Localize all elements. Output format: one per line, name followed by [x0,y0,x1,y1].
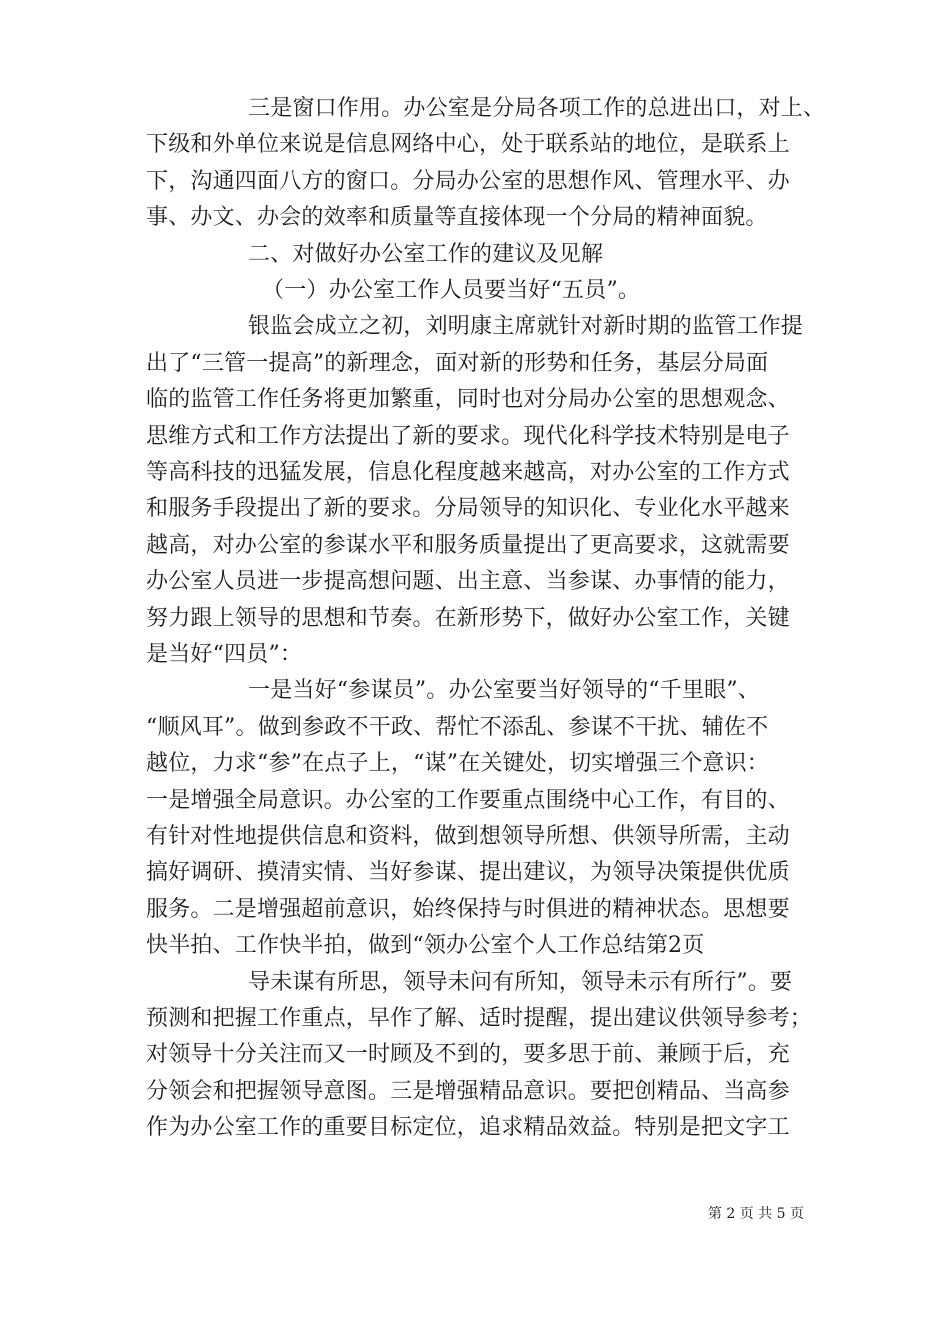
text-line: 分领会和把握领导意图。三是增强精品意识。要把创精品、当高参 [146,1078,790,1104]
text-line: 下级和外单位来说是信息网络中心，处于联系站的地位，是联系上 [146,132,790,158]
text-line: 等高科技的迅猛发展，信息化程度越来越高，对办公室的工作方式 [146,460,790,485]
text-line: “顺风耳”。做到参政不干政、帮忙不添乱、参谋不干扰、辅佐不 [146,714,769,740]
text-line: 预测和把握工作重点，早作了解、适时提醒，提出建议供领导参考； [146,1006,813,1031]
text-line: 一是增强全局意识。办公室的工作要重点围绕中心工作，有目的、 [146,787,790,813]
text-line: 是当好“四员”： [146,642,303,667]
text-line: 思维方式和工作方法提出了新的要求。现代化科学技术特别是电子 [146,423,790,449]
text-line: 作为办公室工作的重要目标定位，追求精品效益。特别是把文字工 [146,1115,790,1141]
text-line: 服务。二是增强超前意识，始终保持与时俱进的精神状态。思想要 [146,896,790,922]
text-line: 快半拍、工作快半拍，做到“领办公室个人工作总结第2页 [146,933,705,959]
text-line: 搞好调研、摸清实情、当好参谋、提出建议，为领导决策提供优质 [146,860,790,886]
text-line: 三是窗口作用。办公室是分局各项工作的总进出口，对上、 [248,96,826,121]
section-heading: 二、对做好办公室工作的建议及见解 [248,241,604,267]
text-line: 对领导十分关注而又一时顾及不到的，要多思于前、兼顾于后，充 [146,1042,790,1068]
text-line: 出了“三管一提高”的新理念，面对新的形势和任务，基层分局面 [146,350,769,376]
text-line: 越高，对办公室的参谋水平和服务质量提出了更高要求，这就需要 [146,532,790,558]
text-line: 一是当好“参谋员”。办公室要当好领导的“千里眼”、 [248,678,760,704]
text-line: 越位，力求“参”在点子上，“谋”在关键处，切实增强三个意识： [146,751,769,777]
text-line: 临的监管工作任务将更加繁重，同时也对分局办公室的思想观念、 [146,387,790,413]
text-line: 银监会成立之初，刘明康主席就针对新时期的监管工作提 [248,314,804,340]
text-line: 努力跟上领导的思想和节奏。在新形势下，做好办公室工作，关键 [146,605,790,631]
text-line: 和服务手段提出了新的要求。分局领导的知识化、专业化水平越来 [146,496,790,522]
text-line: 办公室人员进一步提高想问题、出主意、当参谋、办事情的能力， [146,569,790,595]
text-line: 下，沟通四面八方的窗口。分局办公室的思想作风、管理水平、办 [146,168,790,194]
subsection-heading: （一）办公室工作人员要当好“五员”。 [262,278,641,303]
text-line: 事、办文、办会的效率和质量等直接体现一个分局的精神面貌。 [146,205,768,231]
text-line: 导未谋有所思，领导未问有所知，领导未示有所行”。要 [248,969,793,995]
page-footer: 第 2 页 共 5 页 [707,1206,804,1222]
text-line: 有针对性地提供信息和资料，做到想领导所想、供领导所需，主动 [146,824,790,849]
